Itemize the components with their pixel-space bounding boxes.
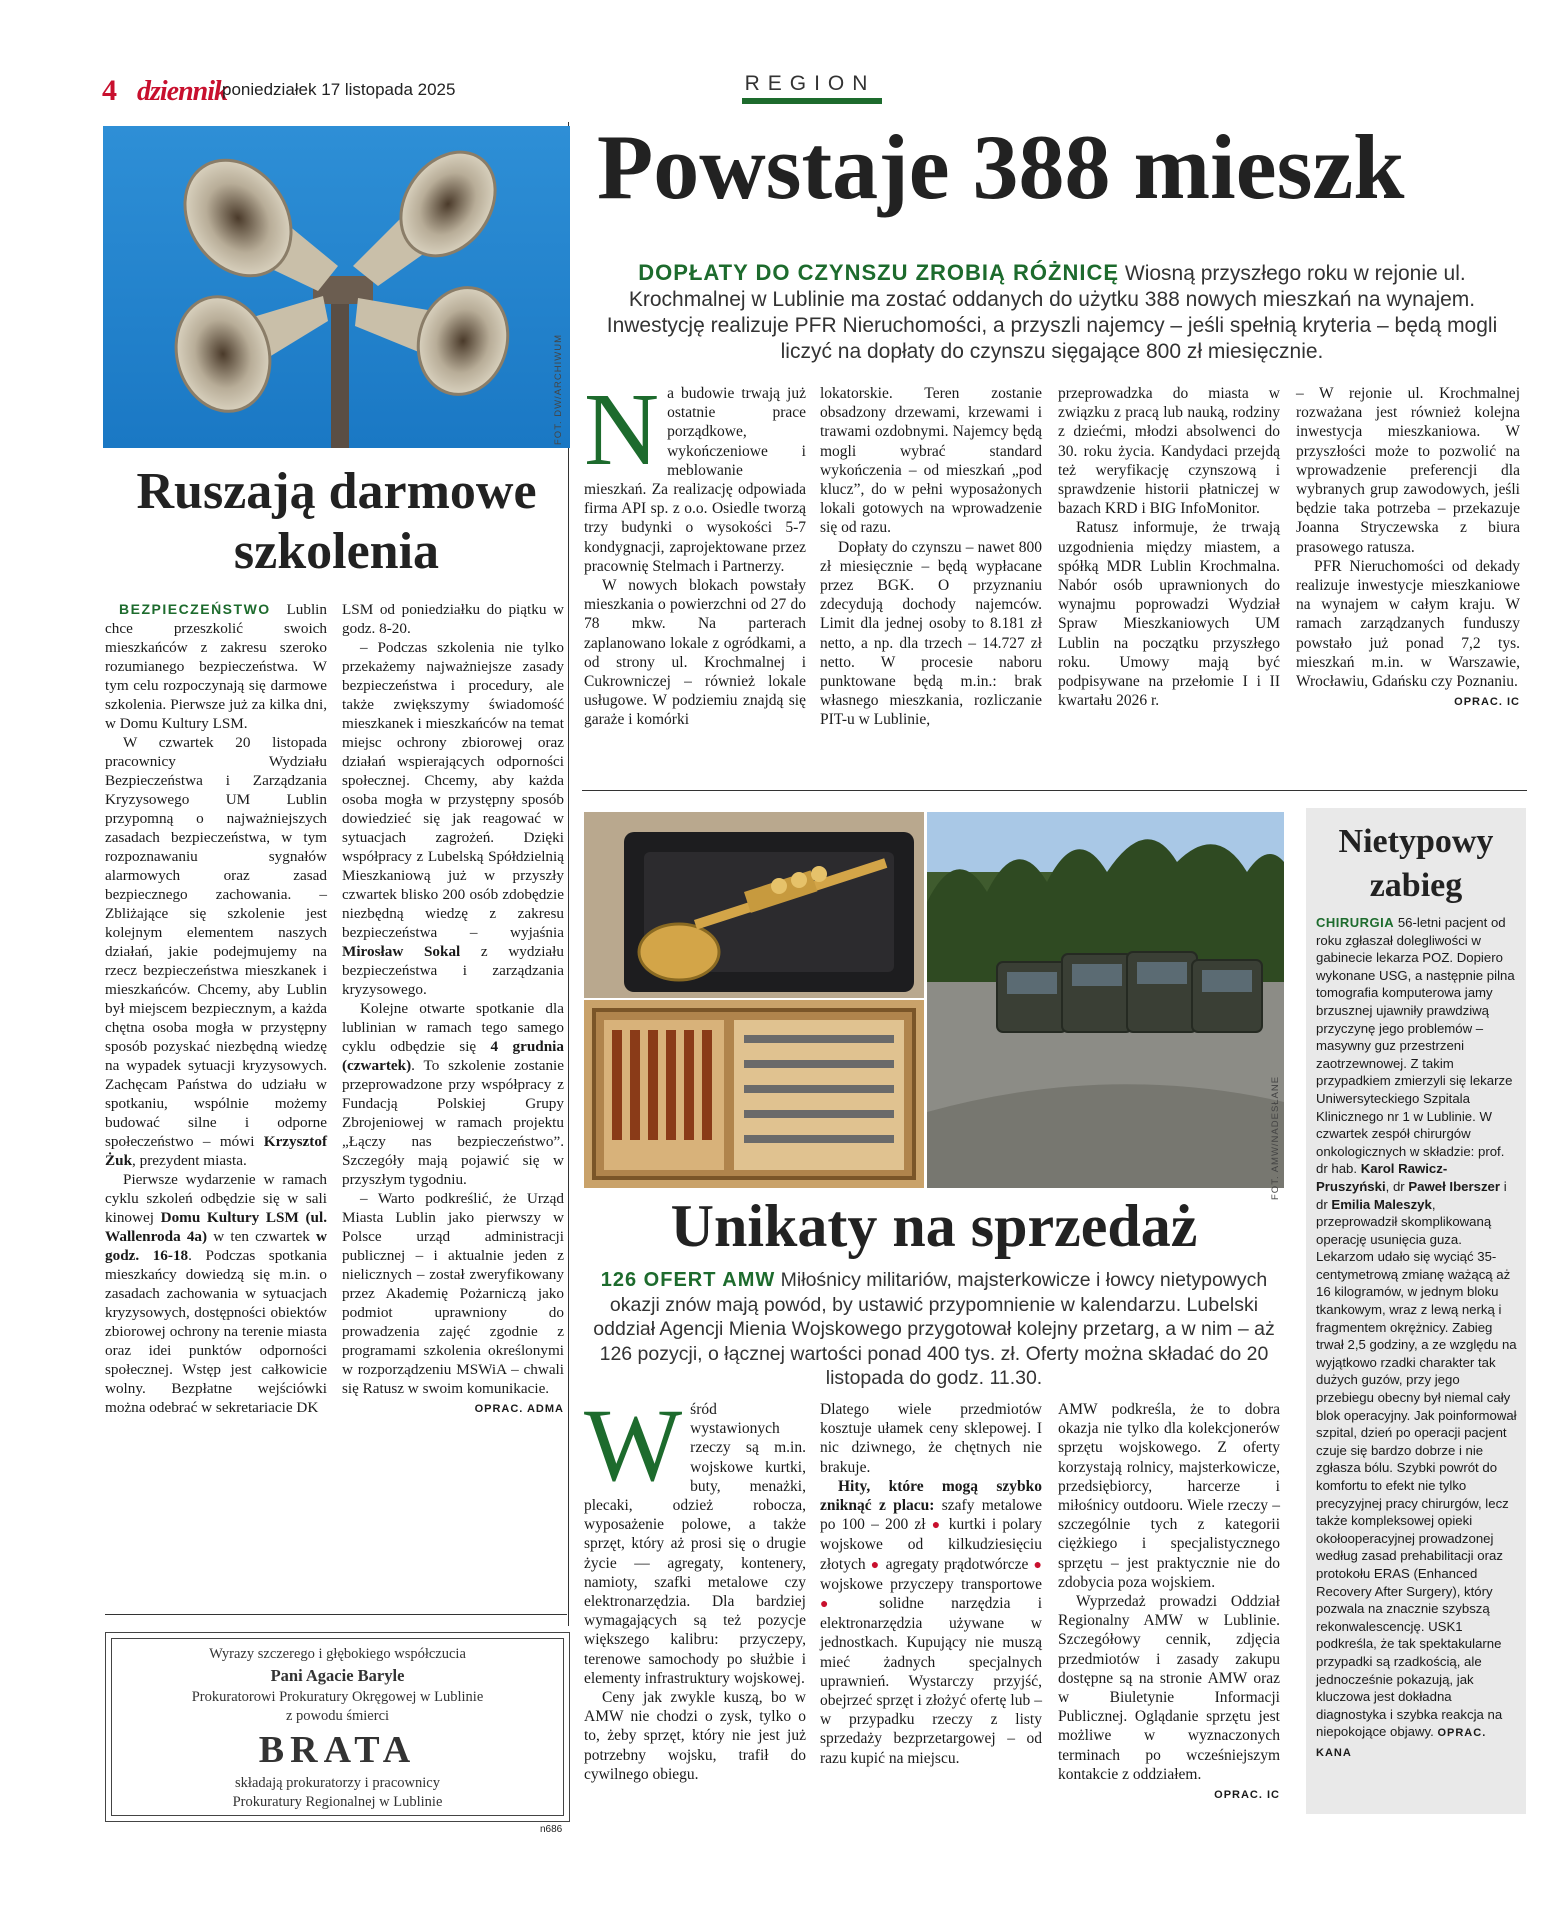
lead-text: Wiosną przyszłego roku w rejonie ul. Krochmalnej w Lublinie ma zostać oddanych do użytku 388 nowych mieszkań na wynajem. Inwestycję realizuje PFR Nieruchomości, a przyszli najemcy – jeśli spełnią kryteria – będą mogli liczyć na dopłaty do czynszu sięgające 800 zł miesięcznie. xyxy=(606,262,1498,363)
doctor-name: Paweł Iberszer xyxy=(1408,1178,1501,1194)
signoff-kana: OPRAC. KANA xyxy=(1316,1727,1487,1759)
newspaper-logo: dziennik xyxy=(137,76,228,107)
sidebar-headline-line2: zabieg xyxy=(1369,867,1463,904)
szkolenia-column-2 xyxy=(342,600,564,1419)
main-column-1 xyxy=(584,372,806,730)
main-column-3 xyxy=(1058,384,1280,710)
kicker-amw: 126 OFERT AMW xyxy=(600,1269,776,1291)
paragraph: – Warto podkreślić, że Urząd Miasta Lublin jako pierwszy w Polsce urząd administracji publicznej – i aktualnie jeden z nielicznych – został zweryfikowany przez Akademię Pożarniczą jako podmiot uprawniony do prowadzenia zajęć zgodnie z programami szkolenia określonymi w rozporządzeniu MSWiA – chwali się Ratusz w swoim komunikacie. xyxy=(342,1190,564,1397)
photo-credit-sirens: FOT. DW/ARCHIWUM xyxy=(553,334,564,445)
paragraph: Dlatego wiele przedmiotów kosztuje ułamek ceny sklepowej. I nic dziwnego, że chętnych nie brakuje. xyxy=(820,1401,1042,1476)
text: . Podczas spotkania mieszkańcy dowiedzą się m.in. o zasadach zachowania w sytuacjach kryzysowych, dostępności obiektów zbiorowej ochrony na terenie miasta oraz idei punktów odporności społecznej. Wstęp jest całkowicie wolny. Bezpłatne wejściówki można odebrać w sekretariacie DK xyxy=(105,1247,327,1416)
hours: w godz. 16-18 xyxy=(105,1228,327,1264)
tools-photo-image xyxy=(584,1000,924,1188)
text: Pierwsze wydarzenie w ramach cyklu szkoleń odbędzie się w sali kinowej xyxy=(105,1171,327,1226)
headline-szkolenia-line2: szkolenia xyxy=(233,523,440,580)
paragraph xyxy=(584,1388,806,1688)
paragraph: lokatorskie. Teren zostanie obsadzony drzewami, krzewami i trawami ozdobnymi. Najemcy będą mogli wybrać standard wykończenia – od mieszkań „pod klucz”, do w pełni wyposażonych lokali gotowych na wprowadzenie się od razu. xyxy=(820,385,1042,537)
paragraph: Ratusz informuje, że trwają uzgodnienia między miastem, a spółką MDR Lublin Krochmalna. Nabór osób uprawnionych do wynajmu poprowadzi Wydział Spraw Mieszkaniowych UM Lublin na początku przyszłego roku. Umowy mają być podpisywane na przełomie I i II kwartału 2026 r. xyxy=(1058,519,1280,710)
text: a budowie trwają już ostatnie prace porządkowe, wykończeniowe i meblowanie mieszkań. Za realizację odpowiada firma API sp. z o.o. Osiedle tworzą trzy budynki o wysokości 5-7 kondygnacji, zaprojektowane przez pracownię Stelmach i Partnerzy. xyxy=(584,385,806,575)
obituary-line3: Prokuratorowi Prokuratury Okręgowej w Lublinie xyxy=(191,1689,484,1705)
kicker-bezpieczenstwo: BEZPIECZEŃSTWO xyxy=(119,601,271,617)
person-name: Krzysztof Żuk xyxy=(105,1133,327,1169)
text: w ten czwartek xyxy=(213,1228,310,1245)
amw-column-3 xyxy=(1058,1400,1280,1805)
text: Jak poinformował szpital, dzień po operacji pacjent czuje się bardzo dobrze i nie zgłasza bólu. Szybki powrót do komfortu to efekt nie tylko precyzyjnej pracy chirurgów, lecz także kompleksowej opieki okołooperacyjnej prowadzonej według zasad prehabilitacji oraz protokołu ERAS (Enhanced Recovery After Surgery), który pozwala na znacznie szybszą rekonwalescencję. USK1 podkreśla, że tak spektakularne przypadki są rzadkością, ale jednocześnie pokazują, jak kluczowa jest dokładna diagnostyka i szybka reakcja na niepokojące objawy. xyxy=(1316,1407,1517,1740)
kicker-chirurgia: CHIRURGIA xyxy=(1316,915,1395,930)
main-column-2 xyxy=(820,384,1042,730)
text: , dr xyxy=(1385,1178,1405,1194)
person-name: Mirosław Sokal xyxy=(342,943,461,960)
paragraph: Ceny jak zwykle kuszą, bo w AMW nie chodzi o zysk, tylko o to, żeby sprzęt, który nie jest już potrzebny wojsku, trafił do cywilnego obiegu. xyxy=(584,1689,806,1783)
hit-item: kurtki i polary wojskowe od kilkudziesięciu złotych xyxy=(820,1516,1043,1573)
paragraph: Dopłaty do czynszu – nawet 800 zł miesięcznie – będą wypłacane przez BGK. O przyznaniu zdecydują dochody najemców. Limit dla jednej osoby to 8.181 zł netto, a np. dla trzech – 14.727 zł netto. W procesie naboru punktowane będą m.in.: brak własnego mieszkania, rozliczanie PIT-u w Lublinie, xyxy=(820,538,1042,729)
amw-column-2 xyxy=(820,1400,1042,1768)
text: z wydziału bezpieczeństwa i zarządzania kryzysowego. xyxy=(342,943,564,998)
trumpet-photo xyxy=(584,812,924,998)
sidebar-text xyxy=(1316,914,1518,1763)
text: – Podczas szkolenia nie tylko przekażemy najważniejsze zasady bezpieczeństwa i procedury, ale także zwiększymy świadomość mieszkanek i mieszkańców na temat miejsc ochrony zbiorowej oraz działań wspierających odporności społecznej. Chcemy, aby każda osoba mogła w przystępny sposób dowiedzieć się jak reagować w sytuacjach zagrożeń. Dzięki współpracy z Lubelską Spółdzielnią Mieszkaniową już w przyszły czwartek blisko 200 osób zdobędzie niezbędną wiedzę z zakresu bezpieczeństwa – wyjaśnia xyxy=(342,639,564,941)
bullet-icon: ● xyxy=(931,1518,943,1534)
obituary-line4: z powodu śmierci xyxy=(285,1708,390,1724)
paragraph xyxy=(342,999,564,1189)
obituary-line7: Prokuratury Regionalnej w Lublinie xyxy=(232,1794,443,1810)
bullet-icon: ● xyxy=(870,1557,881,1573)
trumpet-photo-image xyxy=(584,812,924,998)
text: Kolejne otwarte spotkanie dla lublinian w ramach tego samego cyklu odbędzie się xyxy=(342,1000,564,1055)
bullet-icon: ● xyxy=(1033,1557,1042,1573)
doctor-name: Karol Rawicz-Pruszyński xyxy=(1316,1161,1448,1194)
paragraph xyxy=(105,600,327,733)
signoff-amw: OPRAC. IC xyxy=(1214,1789,1280,1802)
tools-photo xyxy=(584,1000,924,1188)
hit-item: solidne narzędzia i elektronarzędzia używane w jednostkach. Kupujący nie muszą mieć żadnych specjalnych uprawnień. Wystarczy przyjść, obejrzeć sprzęt i złożyć ofertę lub – w przypadku rzeczy z listy sprzedaży bezprzetargowej – od razu kupić na miejscu. xyxy=(820,1595,1043,1767)
venue: Domu Kultury LSM (ul. Wallenroda 4a) xyxy=(105,1209,327,1245)
date: 4 grudnia (czwartek) xyxy=(342,1038,564,1074)
paragraph: AMW podkreśla, że to dobra okazja nie tylko dla kolekcjonerów sprzętu wojskowego. Z oferty korzystają rolnicy, majsterkowicze, przedsiębiorcy, harcerze i miłośnicy outdooru. Wiele rzeczy – szczególnie tych z kategorii ciężkiego i specjalistycznego sprzętu – jest praktycznie nie do zdobycia poza wojskiem. xyxy=(1058,1401,1280,1591)
kicker-doplaty: DOPŁATY DO CZYNSZU ZROBIĄ RÓŻNICĘ xyxy=(638,260,1120,285)
page-number: 4 xyxy=(102,74,117,107)
paragraph: – W rejonie ul. Krochmalnej rozważana jest również kolejna inwestycja mieszkaniowa. W przyszłości może to pozwolić na wprowadzenie preferencji dla wybranych grup zawodowych, jeśli będzie taka potrzeba – przekazuje Joanna Stryczewska z biura prasowego ratusza. xyxy=(1296,385,1520,556)
obituary-recipient: Pani Agacie Baryle xyxy=(270,1666,405,1685)
headline-main: Powstaje 388 mieszk xyxy=(597,116,1405,218)
lead-text: Miłośnicy militariów, majsterkowicze i łowcy nietypowych okazji znów mają powód, by ustawić przypomnienie w kalendarzu. Lubelski oddział Agencji Mienia Wojskowego przygotował kolejny przetarg, a w nim – aż 126 pozycji, o łącznej wartości ponad 400 tys. zł. Oferty można składać do 20 listopada do godz. 11.30. xyxy=(593,1269,1275,1389)
paragraph: Wyprzedaż prowadzi Oddział Regionalny AMW w Lublinie. Szczegółowy cennik, zdjęcia przedmiotów i zasady zakupu dostępne są na stronie AMW oraz w Biuletynie Informacji Publicznej. Oglądanie sprzętu jest możliwe w wyznaczonych terminach po wcześniejszym kontakcie z oddziałem. xyxy=(1058,1593,1280,1783)
paragraph: przeprowadzka do miasta w związku z pracą lub nauką, rodziny z dziećmi, młodzi absolwenci do 30. roku życia. Kandydaci przejdą też weryfikację czynszową i sprawdzenie historii płatniczej w bazach KRD i BIG InfoMonitor. xyxy=(1058,385,1280,518)
paragraph: LSM od poniedziałku do piątku w godz. 8-20. xyxy=(342,601,564,637)
lead-amw xyxy=(584,1268,1284,1391)
paragraph xyxy=(820,1477,1042,1768)
szkolenia-column-1 xyxy=(105,600,327,1417)
paragraph xyxy=(105,1170,327,1417)
signoff-adma: OPRAC. ADMA xyxy=(474,1403,564,1415)
hit-item: wojskowe przyczepy transportowe xyxy=(820,1575,1042,1593)
hit-item: szafy metalowe po 100 – 200 zł xyxy=(820,1497,1042,1534)
photo-credit-amw: FOT. AMW/NADESŁANE xyxy=(1270,1075,1281,1200)
lead-main xyxy=(582,260,1522,365)
vehicles-photo-image xyxy=(927,812,1284,1188)
obituary-brata: BRATA xyxy=(258,1729,417,1771)
amw-column-1 xyxy=(584,1388,806,1784)
sirens-photo xyxy=(103,126,570,448)
sidebar-headline xyxy=(1306,820,1526,908)
text: Lublin chce przeszkolić swoich mieszkańców z zakresu szeroko rozumianego bezpieczeństwa. W tym celu rozpoczynają się darmowe szkolenia. Pierwsze już za kilka dni, w Domu Kultury LSM. xyxy=(105,601,327,732)
obituary-notice xyxy=(111,1638,564,1816)
divider-obituary xyxy=(105,1614,567,1615)
headline-szkolenia-line1: Ruszają darmowe xyxy=(136,463,537,520)
text: i dr xyxy=(1316,1178,1507,1212)
sidebar-headline-line1: Nietypowy xyxy=(1338,823,1494,860)
paragraph xyxy=(105,733,327,1170)
bullet-icon: ● xyxy=(820,1597,852,1613)
signoff-ic: OPRAC. IC xyxy=(1454,696,1520,709)
hit-item: agregaty prądotwórcze xyxy=(885,1555,1029,1573)
text: , przeprowadził skomplikowaną operację usunięcia guza. Lekarzom udało się wyciąć 35-centymetrową zmianę ważącą aż 16 kilogramów, w jednym bloku tkankowym, wraz z lewą nerką i fragmentem okrężnicy. Zabieg trwał 2,5 godziny, a ze względu na wyjątkowo rzadki charakter tak dużych guzów, przy jego przebiegu obecny był niemal cały blok operacyjny. xyxy=(1316,1196,1517,1423)
hits-heading: Hity, które mogą szybko zniknąć z placu: xyxy=(820,1477,1042,1515)
ad-code: n686 xyxy=(540,1824,563,1835)
paragraph: W nowych blokach powstały mieszkania o powierzchni od 27 do 78 mkw. Na parterach zaplanowano lokale z ogródkami, a od strony ul. Krochmalnej i Cukrowniczej – również lokale usługowe. W podziemiu znajdą się garaże i komórki xyxy=(584,577,806,729)
paragraph: PFR Nieruchomości od dekady realizuje inwestycje mieszkaniowe na wynajem w całym kraju. W ramach zarządzanych funduszy powstało już ponad 7,2 tys. mieszkań m.in. w Warszawie, Wrocławiu, Gdańsku czy Poznaniu. xyxy=(1296,557,1520,691)
text: . To szkolenie zostanie przeprowadzone przy współpracy z Fundacją Polskiej Grupy Zbrojeniowej w ramach projektu „Łączy nas bezpieczeństwo”. Szczegóły mają pojawić się w przyszłym tygodniu. xyxy=(342,1057,564,1188)
text: śród wystawionych rzeczy są m.in. wojskowe kurtki, buty, menażki, plecaki, odzież robocza, wyposażenie polowe, a także sprzęt, który aż prosi się o drugie życie — agregaty, kontenery, namioty, szafki metalowe czy elektronarzędzia. Dla bardziej wymagających są też pozycje większego kalibru: przyczepy, terenowe samochody po służbie i elementy infrastruktury wojskowej. xyxy=(584,1401,806,1687)
section-label: REGION xyxy=(744,72,876,95)
paragraph xyxy=(342,638,564,999)
text: , prezydent miasta. xyxy=(132,1152,247,1169)
divider-main xyxy=(582,790,1527,791)
vehicles-photo xyxy=(927,812,1284,1188)
text: W czwartek 20 listopada pracownicy Wydziału Bezpieczeństwa i Zarządzania Kryzysowego UM Lublin przypomną o najważniejszych zasadach bezpieczeństwa, w tym rozpoznawaniu sygnałów alarmowych oraz zasad bezpiecznego zachowania. – Zbliżające się szkolenie jest kolejnym elementem naszych działań, jakie podejmujemy na rzecz bezpieczeństwa mieszkanek i mieszkańców. Chcemy, aby Lublin był miejscem bezpiecznym, a każda chętna osoba mogła w przystępny sposób pozyskać niezbędną wiedzę na wypadek sytuacji kryzysowych. Zachęcam Państwa do udziału w spotkaniu, wspólnie możemy budować silne i odporne społeczeństwo – mówi xyxy=(105,734,327,1150)
obituary-line6: składają prokuratorzy i pracownicy xyxy=(235,1775,440,1791)
issue-date: poniedziałek 17 listopada 2025 xyxy=(222,80,456,99)
dropcap-w: W xyxy=(584,1388,683,1503)
paragraph xyxy=(584,372,806,576)
section-underline xyxy=(742,98,882,104)
dropcap-n: N xyxy=(584,372,660,487)
doctor-name: Emilia Maleszyk xyxy=(1331,1196,1432,1212)
headline-amw: Unikaty na sprzedaż xyxy=(670,1193,1198,1259)
obituary-line1: Wyrazy szczerego i głębokiego współczucia xyxy=(209,1646,466,1662)
sirens-photo-image xyxy=(103,126,570,448)
headline-szkolenia xyxy=(103,462,570,582)
main-column-4 xyxy=(1296,384,1520,712)
text: 56-letni pacjent od roku zgłaszał dolegliwości w gabinecie lekarza POZ. Dopiero wykonane USG, a następnie pilna tomografia komputerowa jamy brzusznej ujawniły prawdziwą przyczynę jego problemów – masywny guz przestrzeni zaotrzewnowej. Z takim przypadkiem zmierzyli się lekarze Uniwersyteckiego Szpitala Klinicznego nr 1 w Lublinie. W czwartek zespół chirurgów onkologicznych w składzie: prof. dr hab. xyxy=(1316,915,1515,1177)
